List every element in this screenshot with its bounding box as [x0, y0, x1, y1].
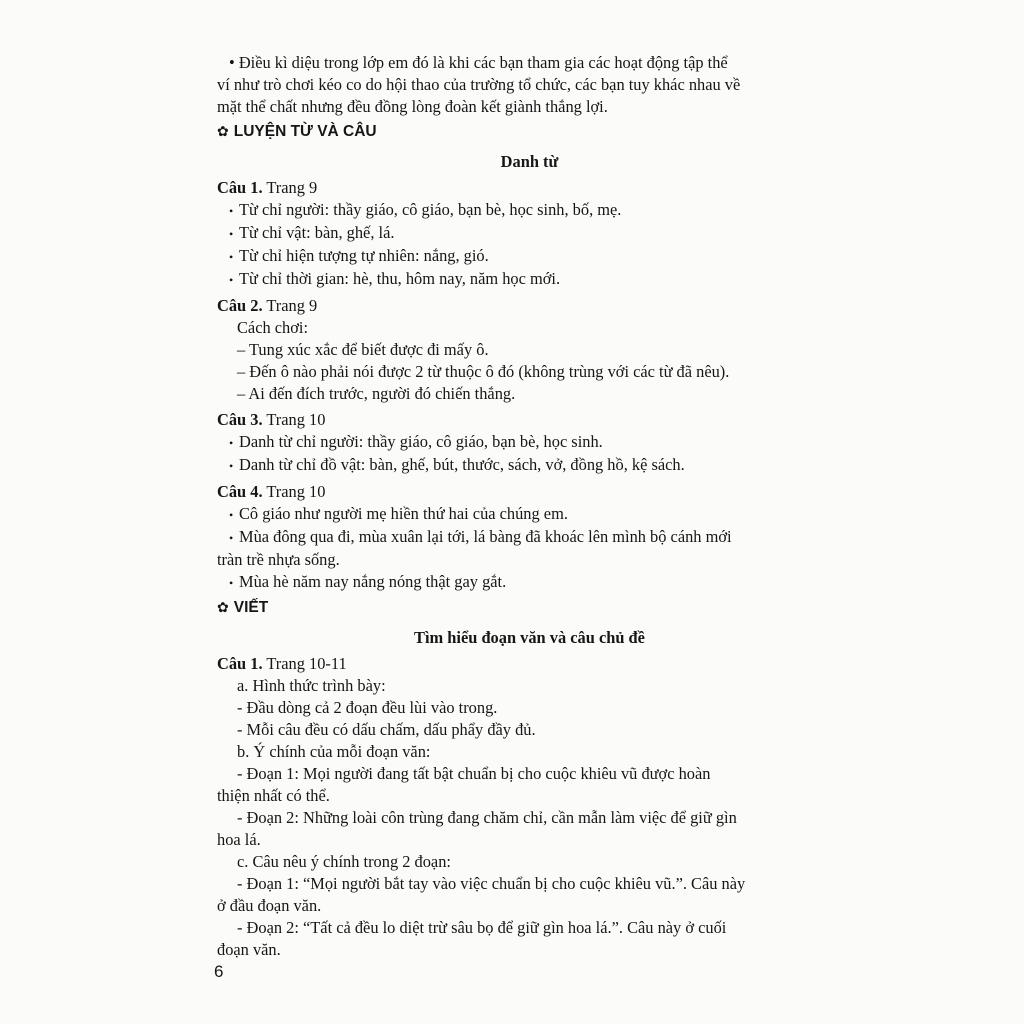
bullet-icon: • [229, 436, 234, 450]
list-item-text: Mùa đông qua đi, mùa xuân lại tới, lá bàng đã khoác lên mình bộ cánh mới [239, 527, 732, 546]
answer-line: ở đầu đoạn văn. [217, 896, 322, 915]
list-item: – Đến ô nào phải nói được 2 từ thuộc ô đó (không trùng với các từ đã nêu). [237, 362, 730, 381]
list-item-text: Từ chỉ vật: bàn, ghế, lá. [239, 223, 395, 242]
list-item-text: Mùa hè năm nay nắng nóng thật gay gắt. [239, 572, 507, 591]
question-label: Câu 4. [217, 482, 263, 501]
question-header [217, 295, 842, 317]
intro-line: mặt thể chất nhưng đều đồng lòng đoàn kết giành thắng lợi. [217, 97, 608, 116]
list-item [217, 268, 842, 291]
question-header [217, 177, 842, 199]
bullet-icon: • [229, 576, 234, 590]
bullet-icon: • [229, 204, 234, 218]
list-item [217, 503, 842, 526]
answer-line: - Đoạn 1: Mọi người đang tất bật chuẩn bị cho cuộc khiêu vũ được hoàn [237, 764, 711, 783]
answer-line: - Đoạn 1: “Mọi người bắt tay vào việc chuẩn bị cho cuộc khiêu vũ.”. Câu này [237, 874, 746, 893]
section-heading-text: VIẾT [233, 599, 269, 616]
question-header [217, 409, 842, 431]
bullet-icon: • [229, 508, 234, 522]
list-item: Cách chơi: [237, 318, 309, 337]
answer-line: - Mỗi câu đều có dấu chấm, dấu phẩy đầy đủ. [237, 720, 536, 739]
list-item [217, 571, 842, 594]
question-page: Trang 9 [266, 296, 318, 315]
section-heading [217, 120, 842, 143]
question-page: Trang 10 [266, 482, 326, 501]
section-title: Tìm hiểu đoạn văn và câu chủ đề [414, 628, 645, 647]
list-item-continuation: tràn trề nhựa sống. [217, 550, 340, 569]
list-item-text: Từ chỉ hiện tượng tự nhiên: nắng, gió. [239, 246, 489, 265]
question-header [217, 653, 842, 675]
list-item: – Ai đến đích trước, người đó chiến thắng. [237, 384, 516, 403]
bullet-icon: • [229, 531, 234, 545]
answer-line: b. Ý chính của mỗi đoạn văn: [237, 742, 431, 761]
answer-line: thiện nhất có thể. [217, 786, 330, 805]
list-item-text: Cô giáo như người mẹ hiền thứ hai của chúng em. [239, 504, 568, 523]
bullet-icon: • [229, 273, 234, 287]
list-item-text: Danh từ chỉ người: thầy giáo, cô giáo, bạn bè, học sinh. [239, 432, 603, 451]
question-label: Câu 3. [217, 410, 263, 429]
page-content [217, 52, 842, 961]
list-item [217, 526, 842, 549]
page-number: 6 [214, 962, 224, 981]
bullet-icon: • [229, 227, 234, 241]
answer-line: - Đoạn 2: “Tất cả đều lo diệt trừ sâu bọ để giữ gìn hoa lá.”. Câu này ở cuối [237, 918, 727, 937]
section-heading [217, 596, 842, 619]
question-page: Trang 9 [266, 178, 318, 197]
question-header [217, 481, 842, 503]
answer-line: c. Câu nêu ý chính trong 2 đoạn: [237, 852, 451, 871]
flower-icon: ✿ [217, 123, 229, 139]
list-item [217, 454, 842, 477]
intro-line: ví như trò chơi kéo co do hội thao của trường tổ chức, các bạn tuy khác nhau về [217, 75, 741, 94]
answer-line: - Đầu dòng cả 2 đoạn đều lùi vào trong. [237, 698, 498, 717]
intro-line: • Điều kì diệu trong lớp em đó là khi các bạn tham gia các hoạt động tập thể [229, 53, 728, 72]
question-label: Câu 1. [217, 654, 263, 673]
list-item [217, 199, 842, 222]
list-item: – Tung xúc xắc để biết được đi mấy ô. [237, 340, 489, 359]
answer-line: đoạn văn. [217, 940, 281, 959]
section-heading-text: LUYỆN TỪ VÀ CÂU [233, 123, 377, 140]
question-page: Trang 10 [266, 410, 326, 429]
answer-line: - Đoạn 2: Những loài côn trùng đang chăm chỉ, cần mẫn làm việc để giữ gìn [237, 808, 737, 827]
question-label: Câu 2. [217, 296, 263, 315]
bullet-icon: • [229, 459, 234, 473]
list-item [217, 222, 842, 245]
list-item-text: Từ chỉ người: thầy giáo, cô giáo, bạn bè, học sinh, bố, mẹ. [239, 200, 622, 219]
answer-line: hoa lá. [217, 830, 261, 849]
bullet-icon: • [229, 250, 234, 264]
question-label: Câu 1. [217, 178, 263, 197]
list-item [217, 245, 842, 268]
answer-line: a. Hình thức trình bày: [237, 676, 386, 695]
flower-icon: ✿ [217, 599, 229, 615]
question-page: Trang 10-11 [266, 654, 347, 673]
list-item-text: Danh từ chỉ đồ vật: bàn, ghế, bút, thước, sách, vở, đồng hồ, kệ sách. [239, 455, 685, 474]
section-title: Danh từ [500, 152, 559, 171]
list-item-text: Từ chỉ thời gian: hè, thu, hôm nay, năm học mới. [239, 269, 561, 288]
list-item [217, 431, 842, 454]
